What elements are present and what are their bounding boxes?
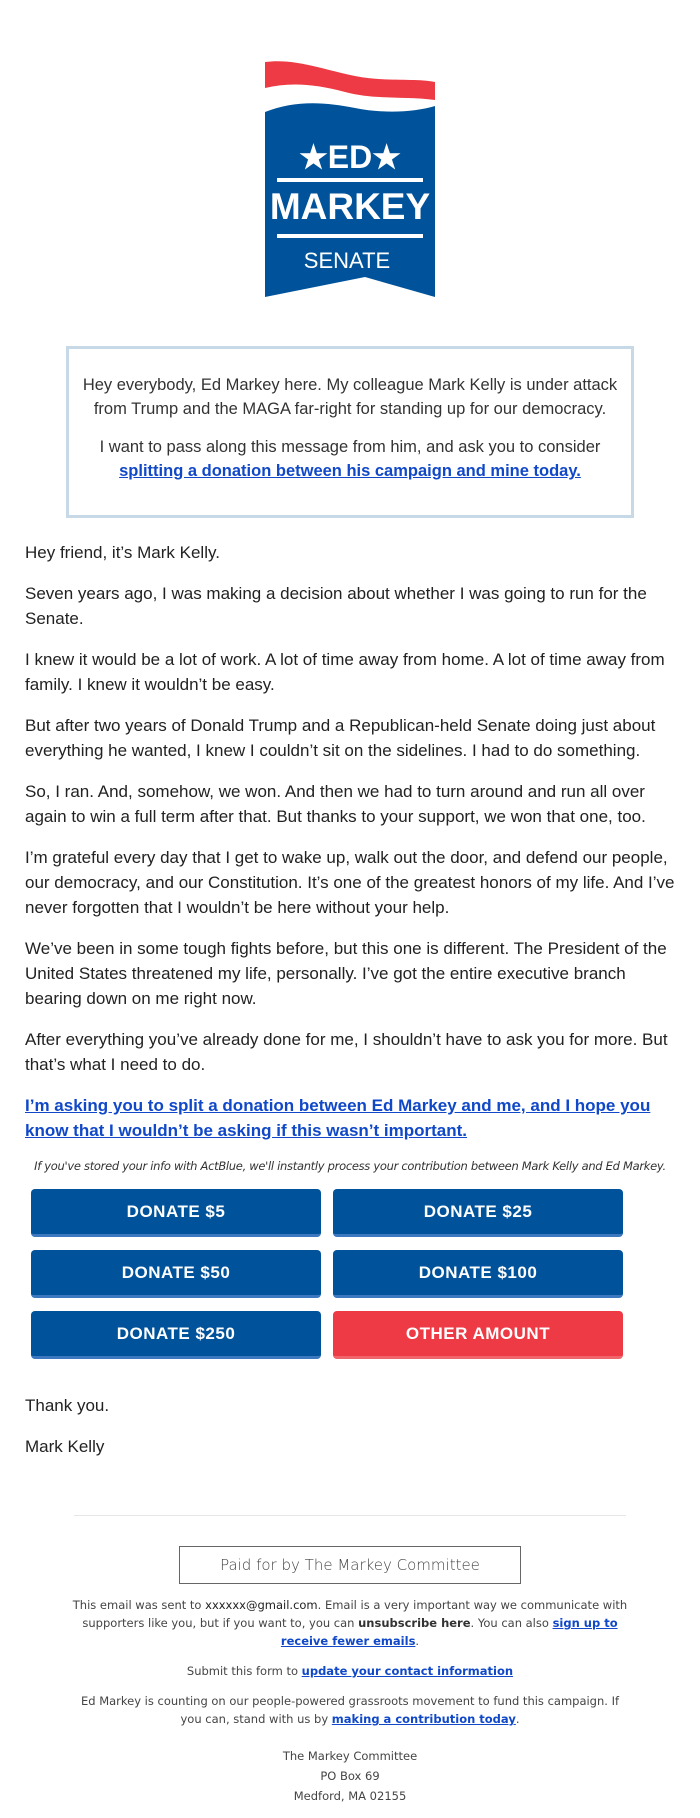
contribution-notice: Ed Markey is counting on our people-powered grassroots movement to fund this campaign. If you can, stand with us by making a contribution today. bbox=[80, 1694, 620, 1726]
unsubscribe-link[interactable]: unsubscribe here bbox=[358, 1616, 471, 1630]
contribution-link[interactable]: making a contribution today bbox=[331, 1712, 516, 1726]
donate-100-button[interactable]: DONATE $100 bbox=[333, 1250, 623, 1298]
other-amount-button[interactable]: OTHER AMOUNT bbox=[333, 1311, 623, 1359]
signature: Mark Kelly bbox=[25, 1437, 105, 1456]
paragraph: We’ve been in some tough fights before, but this one is different. The President of the United States threatened my life, personally. I’ve got the entire executive branch bearing down on me right now. bbox=[25, 939, 667, 1008]
svg-text:★ED★: ★ED★ bbox=[299, 139, 401, 175]
donate-50-button[interactable]: DONATE $50 bbox=[31, 1250, 321, 1298]
footer-divider bbox=[74, 1515, 626, 1516]
update-contact-link[interactable]: update your contact information bbox=[301, 1664, 514, 1678]
fewer-emails-link[interactable]: sign up to receive fewer emails bbox=[280, 1616, 618, 1648]
paragraph: So, I ran. And, somehow, we won. And then we had to turn around and run all over again to win a full term after that. But thanks to your support, we won that one, too. bbox=[25, 782, 646, 826]
letter-body bbox=[0, 518, 700, 1143]
address-line: PO Box 69 bbox=[320, 1769, 380, 1783]
footer bbox=[0, 1515, 700, 1806]
closing bbox=[0, 1385, 700, 1459]
paid-for-disclaimer: Paid for by The Markey Committee bbox=[179, 1546, 521, 1584]
split-donation-cta-link[interactable]: I’m asking you to split a donation between Ed Markey and me, and I hope you know that I wouldn’t be asking if this wasn’t important. bbox=[25, 1096, 651, 1140]
address-line: The Markey Committee bbox=[282, 1749, 418, 1763]
paragraph: I’m grateful every day that I get to wake up, walk out the door, and defend our people, our democracy, and our Constitution. It’s one of the greatest honors of my life. And I’ve never forgotten that I wouldn’t be here without your help. bbox=[25, 848, 675, 917]
recipient-email: xxxxxx@gmail.com bbox=[205, 1598, 318, 1612]
split-donation-link[interactable]: splitting a donation between his campaign and mine today. bbox=[119, 462, 581, 480]
intro-ask bbox=[79, 435, 621, 483]
mailing-address bbox=[70, 1746, 630, 1806]
actblue-note: If you've stored your info with ActBlue, we'll instantly process your contribution between Mark Kelly and Ed Markey. bbox=[34, 1159, 666, 1173]
svg-text:MARKEY: MARKEY bbox=[269, 186, 431, 227]
paragraph: After everything you’ve already done for me, I shouldn’t have to ask you for more. But that’s what I need to do. bbox=[25, 1030, 668, 1074]
paragraph: Hey friend, it’s Mark Kelly. bbox=[25, 543, 220, 562]
svg-text:SENATE: SENATE bbox=[303, 248, 391, 273]
intro-ask-text: I want to pass along this message from him, and ask you to consider bbox=[99, 438, 601, 456]
intro-text: Hey everybody, Ed Markey here. My colleague Mark Kelly is under attack from Trump and the MAGA far-right for standing up for our democracy. bbox=[82, 376, 618, 418]
ed-markey-senate-logo bbox=[265, 0, 435, 318]
intro-box bbox=[66, 346, 634, 518]
email-notice: This email was sent to xxxxxx@gmail.com. Email is a very important way we communicate with supporters like you, but if you want to, you can unsubscribe here. You can also sign up to receive fewer emails. bbox=[72, 1598, 628, 1648]
donate-5-button[interactable]: DONATE $5 bbox=[31, 1189, 321, 1237]
donate-250-button[interactable]: DONATE $250 bbox=[31, 1311, 321, 1359]
closing-text: Thank you. bbox=[25, 1396, 110, 1415]
update-notice: Submit this form to update your contact information bbox=[186, 1664, 514, 1678]
paragraph: Seven years ago, I was making a decision about whether I was going to run for the Senate. bbox=[25, 584, 647, 628]
address-line: Medford, MA 02155 bbox=[293, 1789, 407, 1803]
donate-25-button[interactable]: DONATE $25 bbox=[333, 1189, 623, 1237]
paragraph: But after two years of Donald Trump and a Republican-held Senate doing just about everything he wanted, I knew I couldn’t sit on the sidelines. I had to do something. bbox=[25, 716, 656, 760]
paragraph: I knew it would be a lot of work. A lot of time away from home. A lot of time away from family. I knew it wouldn’t be easy. bbox=[25, 650, 665, 694]
donate-buttons bbox=[31, 1189, 700, 1359]
